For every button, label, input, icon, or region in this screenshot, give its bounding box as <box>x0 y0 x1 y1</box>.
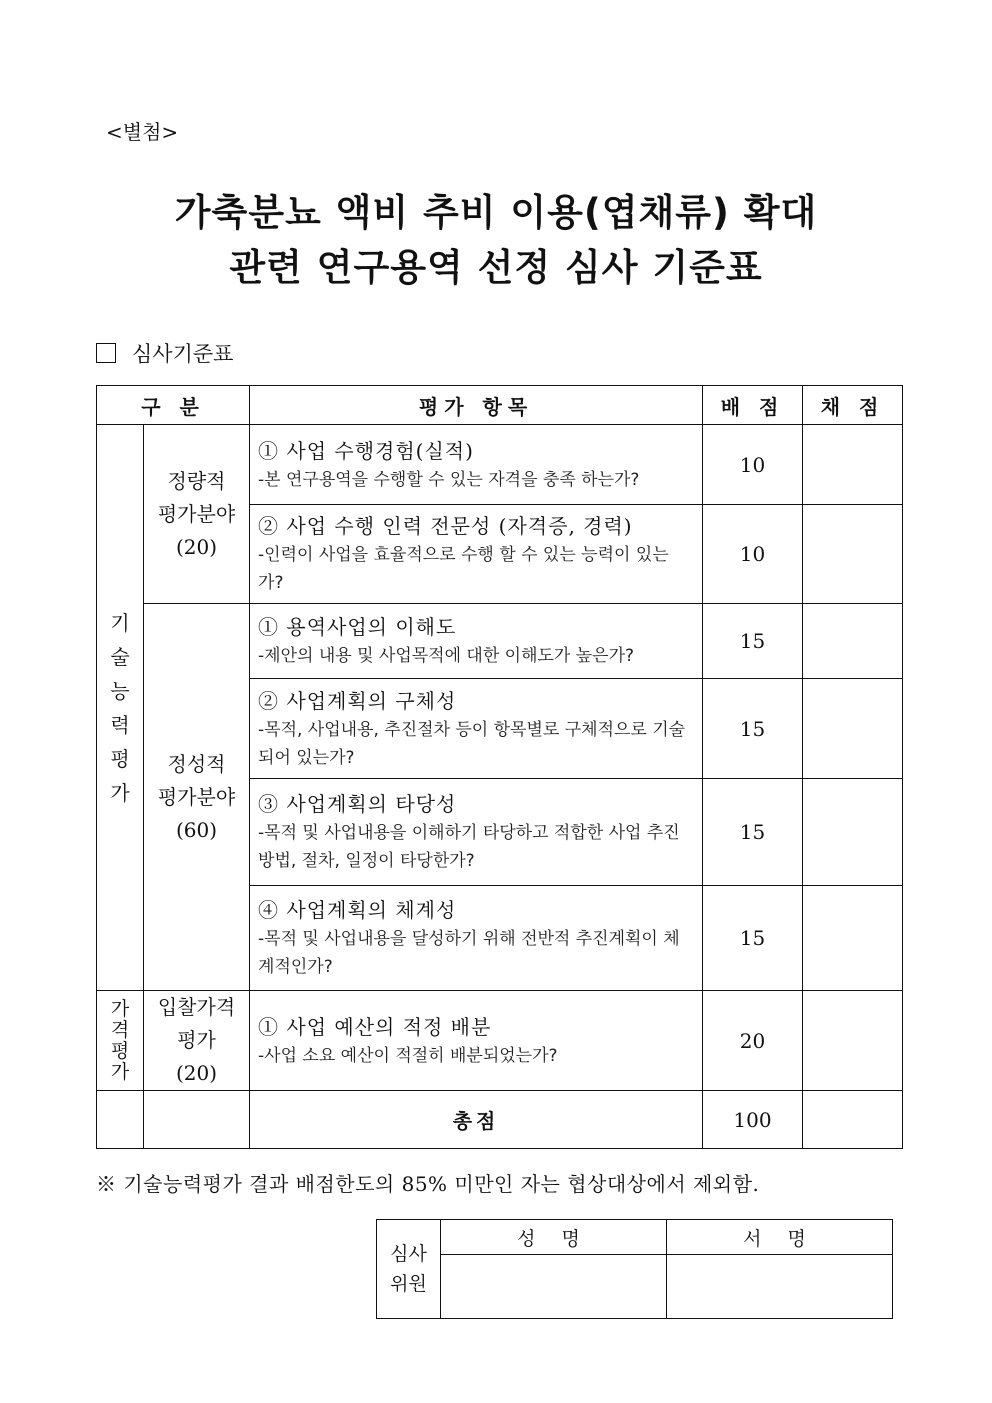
header-points: 배 점 <box>703 386 803 425</box>
eval-item-title: ① 용역사업의 이해도 <box>258 615 457 639</box>
eval-item-points: 15 <box>703 679 803 779</box>
reviewer-label: 심사 위원 <box>377 1220 441 1319</box>
score-cell[interactable] <box>803 505 903 604</box>
eval-item <box>250 505 703 604</box>
eval-item-desc: -인력이 사업을 효율적으로 수행 할 수 있는 능력이 있는가? <box>258 545 669 593</box>
empty-cell <box>144 1091 250 1149</box>
total-row <box>97 1091 903 1149</box>
header-score: 채 점 <box>803 386 903 425</box>
name-field[interactable] <box>441 1255 667 1319</box>
eval-item-title: ③ 사업계획의 타당성 <box>258 792 457 816</box>
subgroup-quantitative: 정량적 평가분야 (20) <box>144 425 250 604</box>
table-header-row <box>97 386 903 425</box>
score-cell[interactable] <box>803 991 903 1091</box>
total-score-cell[interactable] <box>803 1091 903 1149</box>
eval-item-desc: -목적 및 사업내용을 이해하기 타당하고 적합한 사업 추진방법, 절차, 일정이 타당한가? <box>258 823 680 871</box>
total-points: 100 <box>703 1091 803 1149</box>
header-item: 평가 항목 <box>250 386 703 425</box>
score-cell[interactable] <box>803 679 903 779</box>
eval-item-desc: -본 연구용역을 수행할 수 있는 자격을 충족 하는가? <box>258 469 640 490</box>
eval-item <box>250 604 703 679</box>
eval-item <box>250 991 703 1091</box>
eval-item-points: 20 <box>703 991 803 1091</box>
eval-item-points: 15 <box>703 886 803 991</box>
empty-cell <box>97 1091 144 1149</box>
eval-item-points: 15 <box>703 604 803 679</box>
eval-item <box>250 679 703 779</box>
group-price: 가 격 평 가 <box>97 991 144 1091</box>
subgroup-bid-price: 입찰가격 평가 (20) <box>144 991 250 1091</box>
table-row <box>97 991 903 1091</box>
signature-header: 서 명 <box>667 1220 893 1255</box>
score-cell[interactable] <box>803 425 903 505</box>
subgroup-qualitative: 정성적 평가분야 (60) <box>144 604 250 991</box>
header-category: 구 분 <box>97 386 250 425</box>
eval-item-points: 10 <box>703 425 803 505</box>
group-tech-ability: 기 술 능 력 평 가 <box>97 425 144 991</box>
evaluation-criteria-table <box>96 385 903 1149</box>
table-row <box>97 425 903 505</box>
name-header: 성 명 <box>441 1220 667 1255</box>
eval-item-points: 15 <box>703 779 803 886</box>
eval-item-points: 10 <box>703 505 803 604</box>
signature-field[interactable] <box>667 1255 893 1319</box>
attachment-label: <별첨> <box>106 120 179 144</box>
eval-item <box>250 886 703 991</box>
section-heading <box>96 338 233 368</box>
eval-item-desc: -제안의 내용 및 사업목적에 대한 이해도가 높은가? <box>258 646 635 666</box>
total-label: 총점 <box>250 1091 703 1149</box>
section-label: 심사기준표 <box>132 342 234 366</box>
eval-item <box>250 425 703 505</box>
eval-item-desc: -목적, 사업내용, 추진절차 등이 항목별로 구체적으로 기술되어 있는가? <box>258 719 686 768</box>
eval-item-title: ② 사업 수행 인력 전문성 (자격증, 경력) <box>258 514 633 538</box>
score-cell[interactable] <box>803 604 903 679</box>
document-title-line1: 가축분뇨 액비 추비 이용(엽채류) 확대 <box>174 191 818 234</box>
signature-table <box>376 1219 893 1319</box>
score-cell[interactable] <box>803 886 903 991</box>
eval-item-title: ① 사업 예산의 적정 배분 <box>258 1014 492 1039</box>
table-row <box>97 604 903 679</box>
eval-item-desc: -목적 및 사업내용을 달성하기 위해 전반적 추진계획이 체계적인가? <box>258 929 680 977</box>
eval-item-title: ② 사업계획의 구체성 <box>258 688 457 713</box>
document-title-line2: 관련 연구용역 선정 심사 기준표 <box>229 246 763 289</box>
score-cell[interactable] <box>803 779 903 886</box>
eval-item-title: ① 사업 수행경험(실적) <box>258 438 474 463</box>
checkbox-square-icon <box>96 343 116 363</box>
eval-item <box>250 779 703 886</box>
eval-item-desc: -사업 소요 예산이 적절히 배분되었는가? <box>258 1045 558 1066</box>
footnote: ※ 기술능력평가 결과 배점한도의 85% 미만인 자는 협상대상에서 제외함. <box>96 1172 760 1196</box>
eval-item-title: ④ 사업계획의 체계성 <box>258 898 457 922</box>
